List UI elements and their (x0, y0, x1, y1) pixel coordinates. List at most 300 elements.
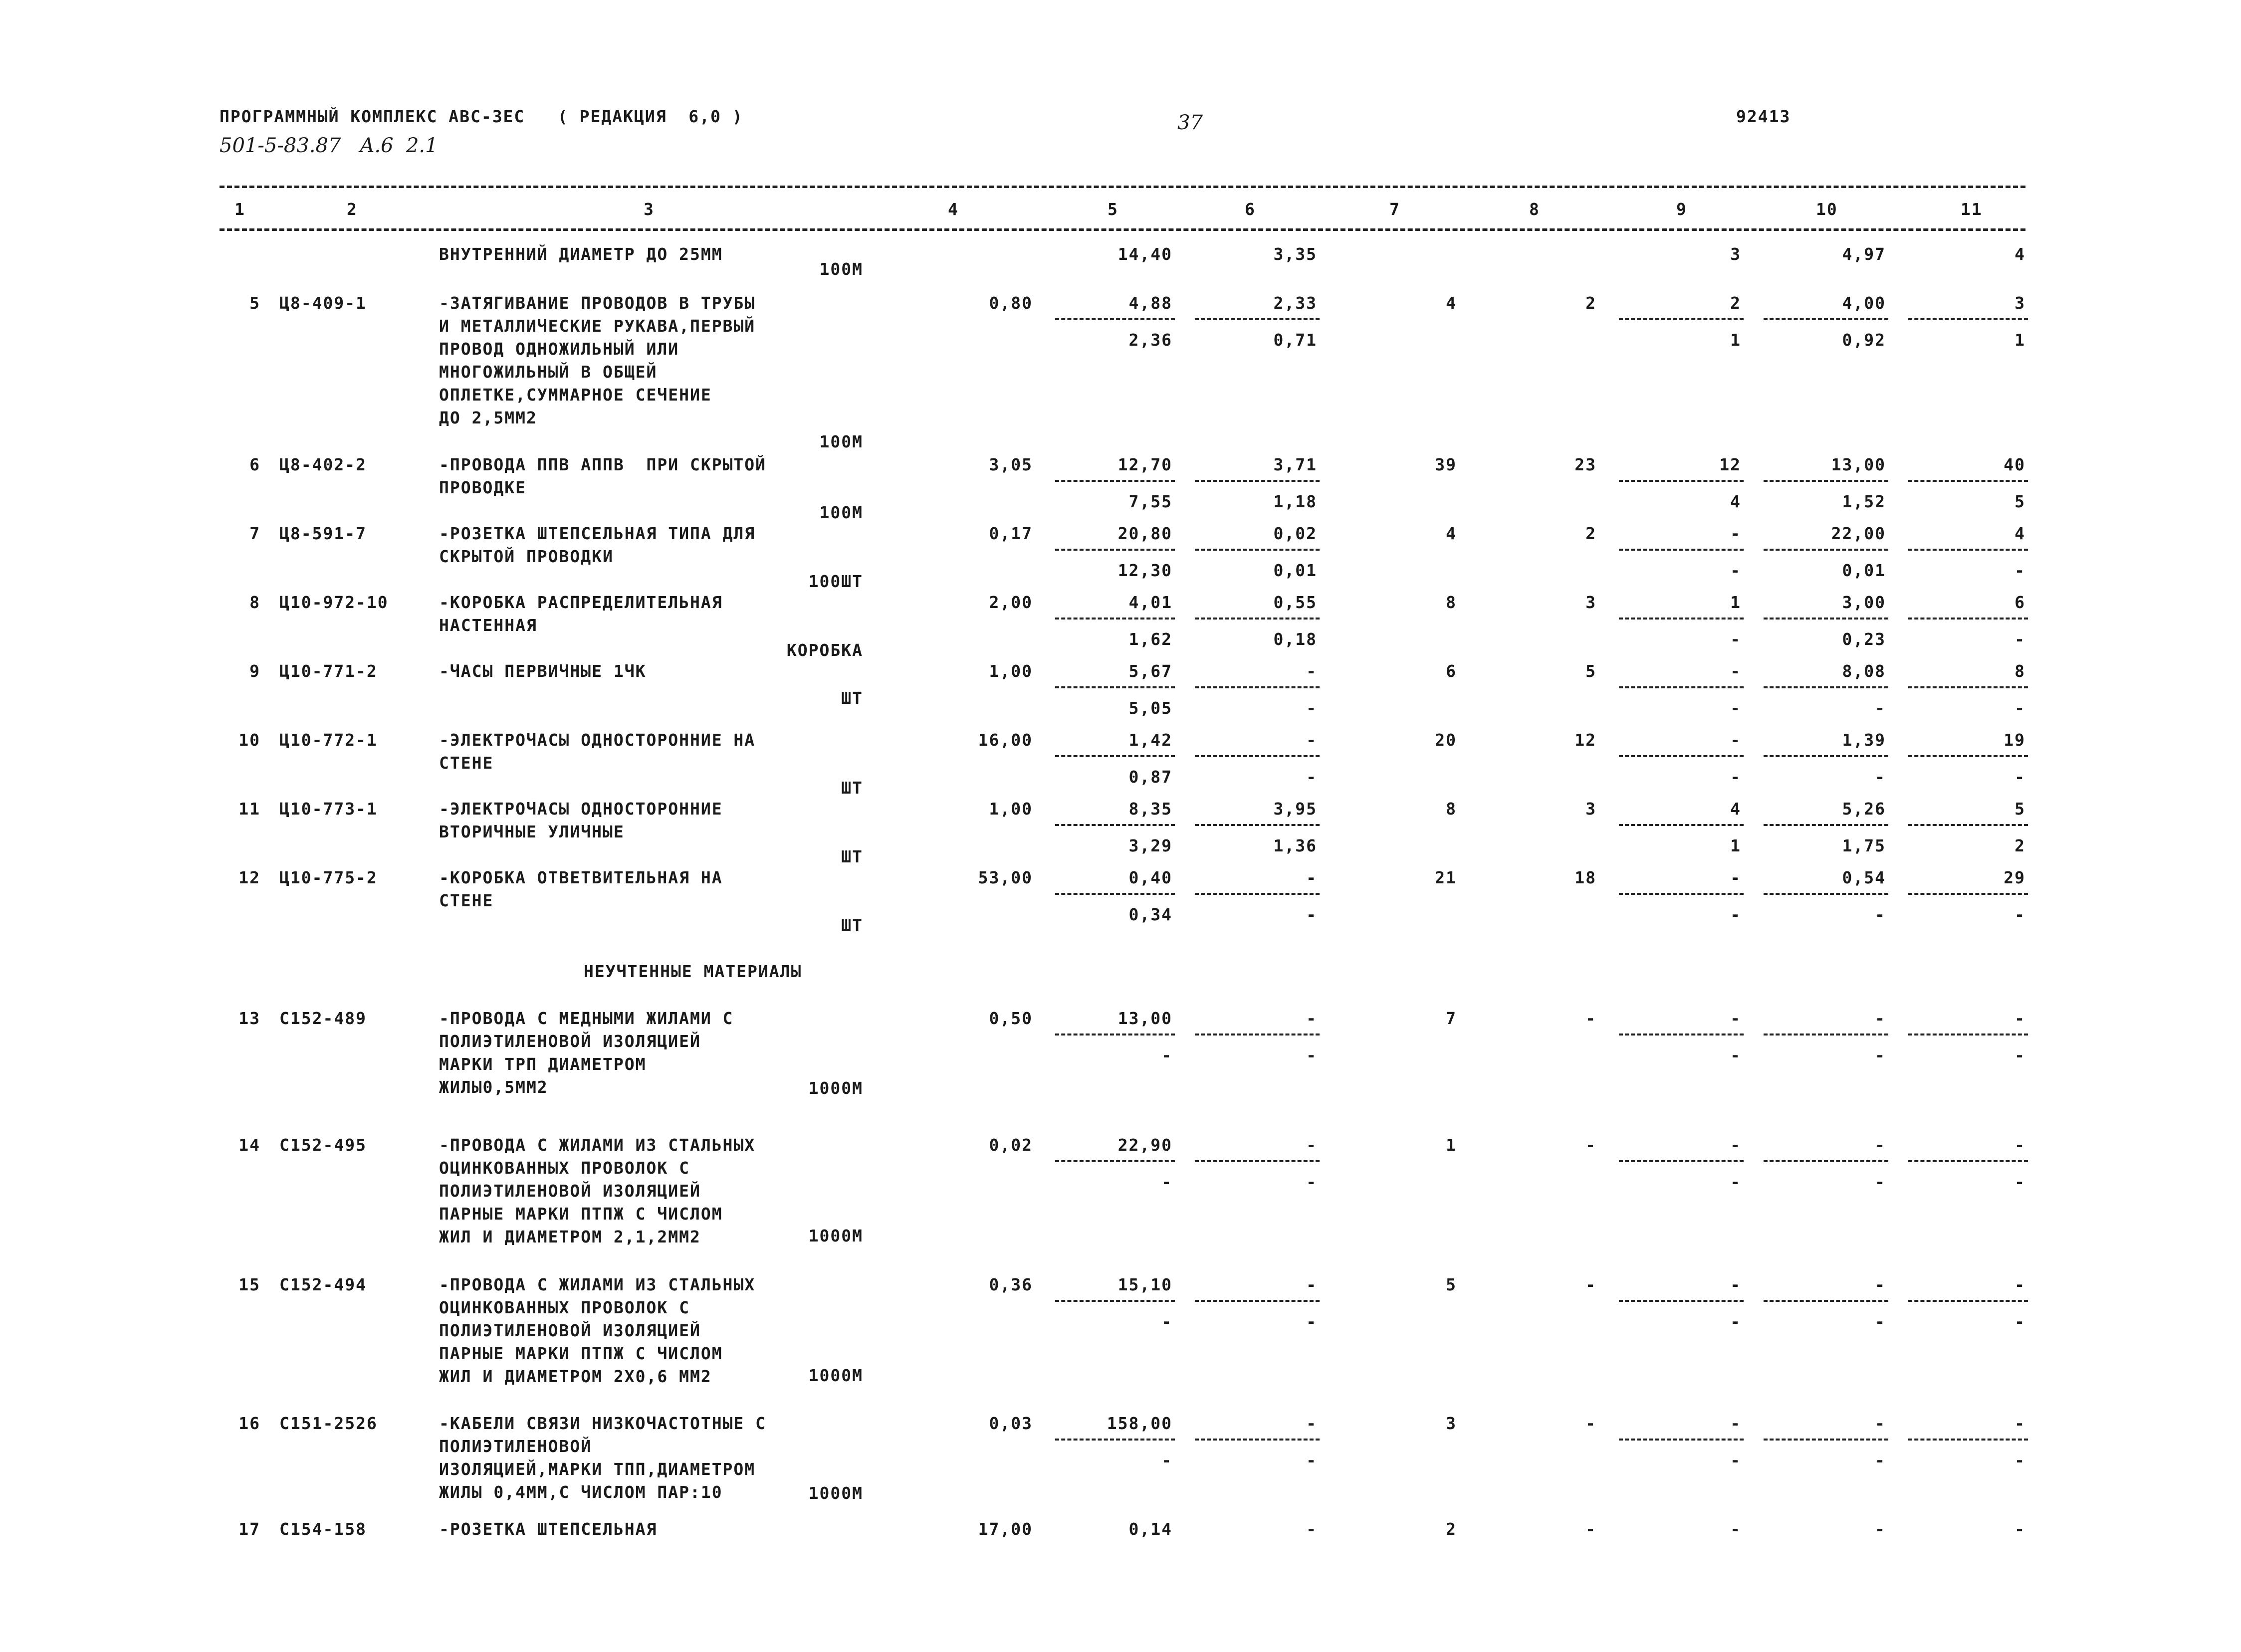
subvalue-col-9: - (1730, 561, 1741, 580)
column-header-6: 6 (1245, 200, 1256, 219)
column-header-8: 8 (1529, 200, 1540, 219)
row-number: 8 (249, 593, 260, 612)
value-col-6: - (1306, 661, 1317, 681)
value-col-7: 4 (1446, 293, 1457, 313)
subvalue-col-9: - (1730, 1312, 1741, 1331)
subtotal-divider (1764, 755, 1888, 757)
subvalue-col-5: 5,05 (1128, 698, 1172, 718)
item-description-line: ОЦИНКОВАННЫХ ПРОВОЛОК С (439, 1158, 690, 1178)
value-col-4: 0,17 (989, 524, 1033, 543)
item-description-line: -РОЗЕТКА ШТЕПСЕЛЬНАЯ (439, 1519, 658, 1539)
subvalue-col-6: - (1306, 1045, 1317, 1065)
value-col-7: 4 (1446, 524, 1457, 543)
value-col-10: - (1875, 1009, 1886, 1028)
value-col-9: - (1730, 1275, 1741, 1294)
subtotal-divider (1619, 755, 1744, 757)
subtotal-divider (1055, 549, 1175, 551)
value-col-6: 2,33 (1273, 293, 1317, 313)
column-header-11: 11 (1961, 200, 1983, 219)
item-code: С152-495 (279, 1135, 367, 1155)
value-col-7: 7 (1446, 1009, 1457, 1028)
subvalue-col-11: 5 (2015, 492, 2025, 511)
subtotal-divider (1764, 549, 1888, 551)
value-col-10: 0,54 (1842, 868, 1886, 887)
subtotal-divider (1908, 824, 2028, 826)
value-col-4: 16,00 (978, 730, 1033, 750)
value-col-11: - (2015, 1519, 2025, 1539)
value-col-8: - (1585, 1135, 1596, 1155)
document-code: 92413 (1736, 107, 1791, 126)
subvalue-col-9: - (1730, 905, 1741, 924)
value-col-11: - (2015, 1275, 2025, 1294)
value-col-11: - (2015, 1414, 2025, 1433)
subtotal-divider (1055, 1033, 1175, 1035)
value-col-4: 0,36 (989, 1275, 1033, 1294)
subtotal-divider (1195, 549, 1320, 551)
subtotal-divider (1908, 1300, 2028, 1302)
unit-of-measure: ШТ (841, 688, 863, 708)
subtotal-divider (1764, 686, 1888, 688)
value-col-7: 8 (1446, 799, 1457, 819)
subtotal-divider (1055, 686, 1175, 688)
item-description-line: СТЕНЕ (439, 891, 494, 910)
value-col-5: 22,90 (1118, 1135, 1172, 1155)
subvalue-col-5: - (1161, 1450, 1172, 1470)
value-col-11: 5 (2015, 799, 2025, 819)
item-code: С152-494 (279, 1275, 367, 1294)
value-col-10: 22,00 (1831, 524, 1886, 543)
item-description-line: -ПРОВОДА ППВ АППВ ПРИ СКРЫТОЙ (439, 455, 767, 474)
subvalue-col-10: 1,75 (1842, 836, 1886, 855)
subvalue-col-6: 0,01 (1273, 561, 1317, 580)
item-description-line: ИЗОЛЯЦИЕЙ,МАРКИ ТПП,ДИАМЕТРОМ (439, 1459, 756, 1479)
subtotal-divider (1055, 824, 1175, 826)
subtotal-divider (1619, 618, 1744, 620)
value-col-7: 1 (1446, 1135, 1457, 1155)
value-col-9: - (1730, 1414, 1741, 1433)
value-col-11: - (2015, 1009, 2025, 1028)
unit-of-measure: ШТ (841, 916, 863, 935)
subtotal-divider (1619, 686, 1744, 688)
value-col-7: 39 (1435, 455, 1457, 474)
item-description-line: МНОГОЖИЛЬНЫЙ В ОБЩЕЙ (439, 362, 658, 382)
value-col-6: - (1306, 1009, 1317, 1028)
row-number: 16 (238, 1414, 260, 1433)
value-col-10: 8,08 (1842, 661, 1886, 681)
value-col-11: 40 (2004, 455, 2025, 474)
item-description-line: ПРОВОДКЕ (439, 478, 526, 497)
row-number: 12 (238, 868, 260, 887)
row-number: 6 (249, 455, 260, 474)
value-col-10: 3,00 (1842, 593, 1886, 612)
item-description-line: ЖИЛ И ДИАМЕТРОМ 2Х0,6 ММ2 (439, 1367, 712, 1386)
subtotal-divider (1908, 755, 2028, 757)
value-col-7: 2 (1446, 1519, 1457, 1539)
value-col-10: 4,00 (1842, 293, 1886, 313)
value-col-6: 3,71 (1273, 455, 1317, 474)
subvalue-col-11: 2 (2015, 836, 2025, 855)
item-description-line: -ПРОВОДА С ЖИЛАМИ ИЗ СТАЛЬНЫХ (439, 1135, 756, 1155)
item-description-line: -ПРОВОДА С МЕДНЫМИ ЖИЛАМИ С (439, 1009, 734, 1028)
item-description-line: ЖИЛЫ 0,4ММ,С ЧИСЛОМ ПАР:10 (439, 1482, 723, 1502)
column-header-9: 9 (1676, 200, 1687, 219)
value-col-9: - (1730, 1135, 1741, 1155)
subvalue-col-9: 1 (1730, 330, 1741, 350)
table-top-rule (220, 186, 2025, 188)
item-description-line: ПАРНЫЕ МАРКИ ПТПЖ С ЧИСЛОМ (439, 1204, 723, 1224)
item-description-line: -ПРОВОДА С ЖИЛАМИ ИЗ СТАЛЬНЫХ (439, 1275, 756, 1294)
subvalue-col-11: - (2015, 1045, 2025, 1065)
value-col-5: 15,10 (1118, 1275, 1172, 1294)
value-col-5: 14,40 (1118, 244, 1172, 264)
subtotal-divider (1195, 318, 1320, 320)
unit-of-measure: 100ШТ (808, 572, 863, 591)
value-col-8: 2 (1585, 524, 1596, 543)
value-col-7: 20 (1435, 730, 1457, 750)
value-col-6: - (1306, 1275, 1317, 1294)
subtotal-divider (1619, 1033, 1744, 1035)
item-description-line: НАСТЕННАЯ (439, 616, 537, 635)
subvalue-col-6: 0,18 (1273, 629, 1317, 649)
item-description-line: -ЗАТЯГИВАНИЕ ПРОВОДОВ В ТРУБЫ (439, 293, 756, 313)
unit-of-measure: 100М (819, 259, 863, 279)
subtotal-divider (1195, 824, 1320, 826)
column-header-1: 1 (234, 200, 245, 219)
subvalue-col-11: - (2015, 629, 2025, 649)
value-col-4: 0,03 (989, 1414, 1033, 1433)
subtotal-divider (1195, 893, 1320, 895)
subtotal-divider (1764, 318, 1888, 320)
subvalue-col-10: 1,52 (1842, 492, 1886, 511)
subtotal-divider (1619, 824, 1744, 826)
item-description-line: ПОЛИЭТИЛЕНОВОЙ (439, 1437, 592, 1456)
value-col-7: 5 (1446, 1275, 1457, 1294)
row-number: 10 (238, 730, 260, 750)
subtotal-divider (1908, 893, 2028, 895)
value-col-4: 17,00 (978, 1519, 1033, 1539)
subtotal-divider (1619, 1439, 1744, 1441)
value-col-11: 8 (2015, 661, 2025, 681)
subvalue-col-10: 0,92 (1842, 330, 1886, 350)
value-col-4: 3,05 (989, 455, 1033, 474)
subvalue-col-10: - (1875, 1312, 1886, 1331)
value-col-8: 3 (1585, 799, 1596, 819)
subtotal-divider (1055, 893, 1175, 895)
unit-of-measure: 1000М (808, 1366, 863, 1385)
item-description-line: -ЭЛЕКТРОЧАСЫ ОДНОСТОРОННИЕ (439, 799, 723, 819)
item-code: Ц10-773-1 (279, 799, 378, 819)
item-description-line: ПОЛИЭТИЛЕНОВОЙ ИЗОЛЯЦИЕЙ (439, 1181, 701, 1201)
value-col-5: 5,67 (1128, 661, 1172, 681)
row-number: 13 (238, 1009, 260, 1028)
value-col-10: 5,26 (1842, 799, 1886, 819)
value-col-5: 8,35 (1128, 799, 1172, 819)
value-col-5: 12,70 (1118, 455, 1172, 474)
subvalue-col-6: 1,18 (1273, 492, 1317, 511)
item-code: Ц8-409-1 (279, 293, 367, 313)
item-description-line: ОПЛЕТКЕ,СУММАРНОЕ СЕЧЕНИЕ (439, 385, 712, 405)
subvalue-col-11: - (2015, 905, 2025, 924)
value-col-11: 4 (2015, 524, 2025, 543)
value-col-11: 29 (2004, 868, 2025, 887)
subtotal-divider (1619, 318, 1744, 320)
value-col-6: - (1306, 868, 1317, 887)
value-col-6: 3,95 (1273, 799, 1317, 819)
value-col-8: 3 (1585, 593, 1596, 612)
subvalue-col-9: - (1730, 1450, 1741, 1470)
value-col-5: 0,14 (1128, 1519, 1172, 1539)
subvalue-col-10: - (1875, 1045, 1886, 1065)
subvalue-col-11: - (2015, 1450, 2025, 1470)
item-code: Ц8-402-2 (279, 455, 367, 474)
row-number: 15 (238, 1275, 260, 1294)
subtotal-divider (1055, 1439, 1175, 1441)
value-col-5: 1,42 (1128, 730, 1172, 750)
item-description-line: -КОРОБКА ОТВЕТВИТЕЛЬНАЯ НА (439, 868, 723, 887)
subvalue-col-9: - (1730, 698, 1741, 718)
subtotal-divider (1764, 1439, 1888, 1441)
item-description-line: МАРКИ ТРП ДИАМЕТРОМ (439, 1054, 647, 1074)
subvalue-col-11: 1 (2015, 330, 2025, 350)
value-col-8: 18 (1574, 868, 1596, 887)
subvalue-col-5: - (1161, 1312, 1172, 1331)
subtotal-divider (1195, 618, 1320, 620)
item-description-line: СКРЫТОЙ ПРОВОДКИ (439, 547, 614, 566)
subvalue-col-5: - (1161, 1172, 1172, 1192)
item-code: Ц10-772-1 (279, 730, 378, 750)
subvalue-col-9: - (1730, 1172, 1741, 1192)
subvalue-col-6: 1,36 (1273, 836, 1317, 855)
item-description-line: И МЕТАЛЛИЧЕСКИЕ РУКАВА,ПЕРВЫЙ (439, 316, 756, 336)
column-header-7: 7 (1389, 200, 1400, 219)
value-col-4: 2,00 (989, 593, 1033, 612)
value-col-9: - (1730, 1519, 1741, 1539)
subvalue-col-10: - (1875, 767, 1886, 787)
subvalue-col-9: 1 (1730, 836, 1741, 855)
column-header-3: 3 (644, 200, 655, 219)
subvalue-col-5: 3,29 (1128, 836, 1172, 855)
section-heading: НЕУЧТЕННЫЕ МАТЕРИАЛЫ (584, 962, 802, 981)
subvalue-col-9: - (1730, 767, 1741, 787)
subtotal-divider (1764, 1160, 1888, 1162)
item-code: Ц8-591-7 (279, 524, 367, 543)
value-col-11: 6 (2015, 593, 2025, 612)
subvalue-col-11: - (2015, 561, 2025, 580)
item-code: С154-158 (279, 1519, 367, 1539)
subtotal-divider (1619, 1300, 1744, 1302)
column-header-5: 5 (1108, 200, 1119, 219)
subtotal-divider (1619, 480, 1744, 482)
page-number: 37 (1177, 111, 1203, 134)
column-header-4: 4 (948, 200, 959, 219)
item-description-line: -КОРОБКА РАСПРЕДЕЛИТЕЛЬНАЯ (439, 593, 723, 612)
subtotal-divider (1908, 549, 2028, 551)
value-col-10: 1,39 (1842, 730, 1886, 750)
item-code: С152-489 (279, 1009, 367, 1028)
subvalue-col-5: 7,55 (1128, 492, 1172, 511)
subvalue-col-9: 4 (1730, 492, 1741, 511)
subvalue-col-6: - (1306, 1450, 1317, 1470)
subtotal-divider (1619, 893, 1744, 895)
unit-of-measure: 1000М (808, 1226, 863, 1245)
program-title: ПРОГРАММНЫЙ КОМПЛЕКС АВС-ЗЕС ( РЕДАКЦИЯ 6,0 ) (220, 107, 743, 126)
item-code: Ц10-972-10 (279, 593, 389, 612)
subvalue-col-6: - (1306, 905, 1317, 924)
value-col-10: - (1875, 1519, 1886, 1539)
unit-of-measure: КОРОБКА (786, 640, 863, 660)
subvalue-col-10: - (1875, 698, 1886, 718)
subtotal-divider (1195, 480, 1320, 482)
subtotal-divider (1908, 318, 2028, 320)
item-description-line: ПРОВОД ОДНОЖИЛЬНЫЙ ИЛИ (439, 339, 679, 359)
subvalue-col-6: - (1306, 1172, 1317, 1192)
value-col-9: 1 (1730, 593, 1741, 612)
row-number: 5 (249, 293, 260, 313)
item-description-line: -КАБЕЛИ СВЯЗИ НИЗКОЧАСТОТНЫЕ С (439, 1414, 767, 1433)
subtotal-divider (1764, 1300, 1888, 1302)
subtotal-divider (1195, 1033, 1320, 1035)
value-col-4: 1,00 (989, 661, 1033, 681)
handwritten-reference: 501-5-83.87 A.6 2.1 (220, 134, 438, 157)
value-col-7: 8 (1446, 593, 1457, 612)
unit-of-measure: 100М (819, 503, 863, 522)
subtotal-divider (1908, 618, 2028, 620)
value-col-9: 4 (1730, 799, 1741, 819)
value-col-5: 13,00 (1118, 1009, 1172, 1028)
value-col-10: - (1875, 1135, 1886, 1155)
subtotal-divider (1619, 1160, 1744, 1162)
subtotal-divider (1908, 1439, 2028, 1441)
subvalue-col-5: - (1161, 1045, 1172, 1065)
value-col-5: 158,00 (1107, 1414, 1172, 1433)
value-col-7: 3 (1446, 1414, 1457, 1433)
subtotal-divider (1908, 686, 2028, 688)
value-col-6: 0,02 (1273, 524, 1317, 543)
subtotal-divider (1764, 893, 1888, 895)
subvalue-col-5: 2,36 (1128, 330, 1172, 350)
subvalue-col-11: - (2015, 698, 2025, 718)
value-col-8: - (1585, 1414, 1596, 1433)
value-col-11: - (2015, 1135, 2025, 1155)
unit-of-measure: ШТ (841, 778, 863, 798)
item-description-line: СТЕНЕ (439, 753, 494, 773)
subtotal-divider (1764, 480, 1888, 482)
subtotal-divider (1764, 824, 1888, 826)
subtotal-divider (1908, 1033, 2028, 1035)
value-col-4: 53,00 (978, 868, 1033, 887)
value-col-6: 0,55 (1273, 593, 1317, 612)
column-header-10: 10 (1816, 200, 1838, 219)
value-col-4: 0,50 (989, 1009, 1033, 1028)
value-col-6: - (1306, 1135, 1317, 1155)
subtotal-divider (1619, 549, 1744, 551)
subtotal-divider (1195, 1439, 1320, 1441)
subvalue-col-11: - (2015, 1312, 2025, 1331)
unit-of-measure: 1000М (808, 1078, 863, 1098)
value-col-10: - (1875, 1275, 1886, 1294)
item-description-line: ДО 2,5ММ2 (439, 408, 537, 427)
item-description-line: ПАРНЫЕ МАРКИ ПТПЖ С ЧИСЛОМ (439, 1344, 723, 1363)
value-col-9: - (1730, 868, 1741, 887)
subvalue-col-10: - (1875, 1450, 1886, 1470)
value-col-9: - (1730, 524, 1741, 543)
item-description-line: ПОЛИЭТИЛЕНОВОЙ ИЗОЛЯЦИЕЙ (439, 1321, 701, 1340)
item-code: Ц10-771-2 (279, 661, 378, 681)
value-col-5: 4,88 (1128, 293, 1172, 313)
row-number: 11 (238, 799, 260, 819)
value-col-8: - (1585, 1519, 1596, 1539)
subtotal-divider (1055, 755, 1175, 757)
value-col-9: - (1730, 730, 1741, 750)
value-col-4: 0,02 (989, 1135, 1033, 1155)
value-col-8: - (1585, 1009, 1596, 1028)
item-description-line: -РОЗЕТКА ШТЕПСЕЛЬНАЯ ТИПА ДЛЯ (439, 524, 756, 543)
subvalue-col-5: 1,62 (1128, 629, 1172, 649)
unit-of-measure: 1000М (808, 1483, 863, 1503)
value-col-6: - (1306, 1519, 1317, 1539)
subvalue-col-5: 12,30 (1118, 561, 1172, 580)
row-number: 17 (238, 1519, 260, 1539)
subtotal-divider (1764, 1033, 1888, 1035)
subtotal-divider (1055, 1160, 1175, 1162)
unit-of-measure: ШТ (841, 847, 863, 866)
value-col-7: 6 (1446, 661, 1457, 681)
value-col-6: - (1306, 1414, 1317, 1433)
subvalue-col-6: - (1306, 1312, 1317, 1331)
subtotal-divider (1195, 1300, 1320, 1302)
column-header-2: 2 (347, 200, 358, 219)
item-code: Ц10-775-2 (279, 868, 378, 887)
row-number: 7 (249, 524, 260, 543)
subvalue-col-10: 0,01 (1842, 561, 1886, 580)
value-col-10: 4,97 (1842, 244, 1886, 264)
value-col-8: 23 (1574, 455, 1596, 474)
row-number: 9 (249, 661, 260, 681)
item-description-line: ВНУТРЕННИЙ ДИАМЕТР ДО 25ММ (439, 244, 723, 264)
value-col-6: 3,35 (1273, 244, 1317, 264)
subtotal-divider (1908, 480, 2028, 482)
subvalue-col-11: - (2015, 767, 2025, 787)
value-col-8: 2 (1585, 293, 1596, 313)
subtotal-divider (1055, 318, 1175, 320)
item-description-line: -ЭЛЕКТРОЧАСЫ ОДНОСТОРОННИЕ НА (439, 730, 756, 750)
subvalue-col-11: - (2015, 1172, 2025, 1192)
value-col-11: 3 (2015, 293, 2025, 313)
item-description-line: ЖИЛЫ0,5ММ2 (439, 1077, 548, 1097)
value-col-5: 4,01 (1128, 593, 1172, 612)
value-col-9: 12 (1719, 455, 1741, 474)
value-col-4: 1,00 (989, 799, 1033, 819)
subtotal-divider (1055, 1300, 1175, 1302)
item-description-line: ОЦИНКОВАННЫХ ПРОВОЛОК С (439, 1298, 690, 1317)
subtotal-divider (1764, 618, 1888, 620)
value-col-7: 21 (1435, 868, 1457, 887)
item-code: С151-2526 (279, 1414, 378, 1433)
item-description-line: ЖИЛ И ДИАМЕТРОМ 2,1,2ММ2 (439, 1227, 701, 1246)
value-col-8: 12 (1574, 730, 1596, 750)
item-description-line: -ЧАСЫ ПЕРВИЧНЫЕ 1ЧК (439, 661, 647, 681)
subtotal-divider (1055, 618, 1175, 620)
subvalue-col-9: - (1730, 1045, 1741, 1065)
value-col-8: 5 (1585, 661, 1596, 681)
value-col-9: - (1730, 661, 1741, 681)
subvalue-col-10: - (1875, 1172, 1886, 1192)
subtotal-divider (1908, 1160, 2028, 1162)
subvalue-col-6: - (1306, 767, 1317, 787)
subvalue-col-5: 0,87 (1128, 767, 1172, 787)
value-col-10: 13,00 (1831, 455, 1886, 474)
value-col-10: - (1875, 1414, 1886, 1433)
